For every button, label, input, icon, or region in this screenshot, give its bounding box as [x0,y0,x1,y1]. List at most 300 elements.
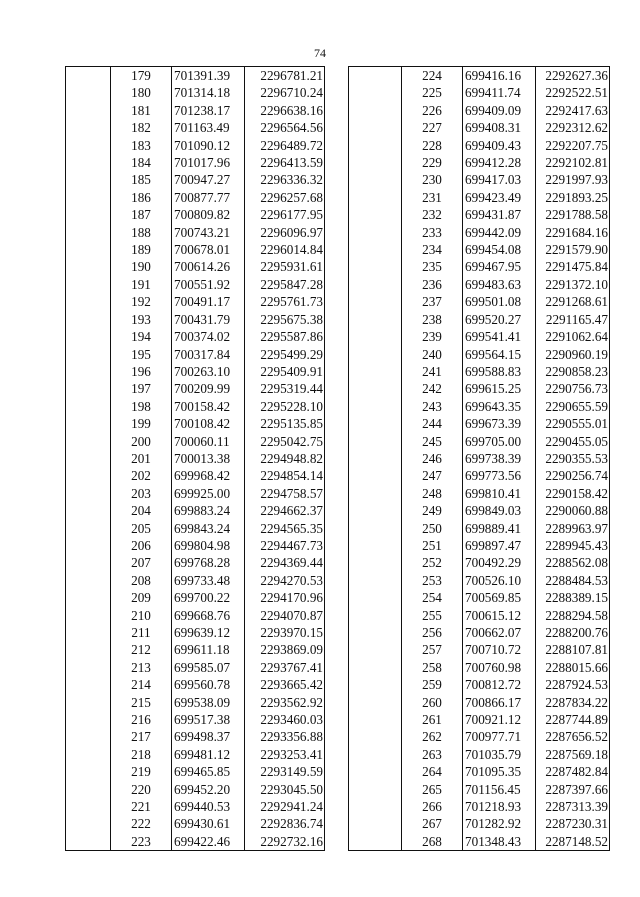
table-row [349,763,610,780]
point-number-cell: 189 [111,241,172,258]
point-number-cell: 239 [402,328,463,345]
blank-cell [349,328,402,345]
x-coordinate-cell: 701017.96 [172,154,245,171]
blank-cell [349,346,402,363]
point-number-cell: 207 [111,554,172,571]
y-coordinate-cell: 2290256.74 [536,467,610,484]
x-coordinate-cell: 700492.29 [463,554,536,571]
y-coordinate-cell: 2291684.16 [536,224,610,241]
y-coordinate-cell: 2293149.59 [245,763,325,780]
blank-cell [349,293,402,310]
x-coordinate-cell: 699897.47 [463,537,536,554]
blank-cell [349,485,402,502]
point-number-cell: 265 [402,781,463,798]
y-coordinate-cell: 2287569.18 [536,746,610,763]
point-number-cell: 230 [402,171,463,188]
point-number-cell: 236 [402,276,463,293]
point-number-cell: 268 [402,833,463,851]
y-coordinate-cell: 2293665.42 [245,676,325,693]
point-number-cell: 256 [402,624,463,641]
y-coordinate-cell: 2292732.16 [245,833,325,851]
x-coordinate-cell: 699560.78 [172,676,245,693]
point-number-cell: 195 [111,346,172,363]
y-coordinate-cell: 2295042.75 [245,433,325,450]
blank-cell [349,746,402,763]
coordinate-table-left [65,66,325,851]
y-coordinate-cell: 2292312.62 [536,119,610,136]
point-number-cell: 206 [111,537,172,554]
y-coordinate-cell: 2295499.29 [245,346,325,363]
y-coordinate-cell: 2288484.53 [536,572,610,589]
point-number-cell: 222 [111,815,172,832]
point-number-cell: 248 [402,485,463,502]
point-number-cell: 249 [402,502,463,519]
x-coordinate-cell: 699968.42 [172,467,245,484]
table-row [349,589,610,606]
x-coordinate-cell: 699925.00 [172,485,245,502]
blank-cell [349,415,402,432]
x-coordinate-cell: 699588.83 [463,363,536,380]
x-coordinate-cell: 700551.92 [172,276,245,293]
x-coordinate-cell: 699501.08 [463,293,536,310]
blank-cell [349,554,402,571]
blank-cell [66,624,111,641]
point-number-cell: 264 [402,763,463,780]
x-coordinate-cell: 700013.38 [172,450,245,467]
table-row [349,711,610,728]
table-row [66,467,325,484]
blank-cell [349,84,402,101]
table-row [66,102,325,119]
y-coordinate-cell: 2287924.53 [536,676,610,693]
table-row [349,433,610,450]
x-coordinate-cell: 701035.79 [463,746,536,763]
table-row [66,746,325,763]
y-coordinate-cell: 2296710.24 [245,84,325,101]
y-coordinate-cell: 2287656.52 [536,728,610,745]
y-coordinate-cell: 2290555.01 [536,415,610,432]
x-coordinate-cell: 700263.10 [172,363,245,380]
y-coordinate-cell: 2290960.19 [536,346,610,363]
blank-cell [66,781,111,798]
y-coordinate-cell: 2293045.50 [245,781,325,798]
table-row [66,119,325,136]
blank-cell [349,815,402,832]
blank-cell [66,520,111,537]
point-number-cell: 254 [402,589,463,606]
blank-cell [66,84,111,101]
blank-cell [349,224,402,241]
blank-cell [66,502,111,519]
y-coordinate-cell: 2293253.41 [245,746,325,763]
y-coordinate-cell: 2294369.44 [245,554,325,571]
blank-cell [66,224,111,241]
blank-cell [349,433,402,450]
table-row [66,624,325,641]
point-number-cell: 211 [111,624,172,641]
table-row [349,171,610,188]
table-row [349,415,610,432]
table-row [66,641,325,658]
y-coordinate-cell: 2291372.10 [536,276,610,293]
point-number-cell: 224 [402,67,463,85]
y-coordinate-cell: 2291062.64 [536,328,610,345]
blank-cell [66,676,111,693]
x-coordinate-cell: 699411.74 [463,84,536,101]
x-coordinate-cell: 701282.92 [463,815,536,832]
table-row [66,502,325,519]
blank-cell [349,537,402,554]
table-row [66,607,325,624]
coordinate-table-right [348,66,610,851]
x-coordinate-cell: 699849.03 [463,502,536,519]
blank-cell [349,728,402,745]
table-row [349,102,610,119]
x-coordinate-cell: 699843.24 [172,520,245,537]
table-row [349,572,610,589]
point-number-cell: 196 [111,363,172,380]
y-coordinate-cell: 2292102.81 [536,154,610,171]
x-coordinate-cell: 699538.09 [172,694,245,711]
table-row [66,189,325,206]
point-number-cell: 240 [402,346,463,363]
blank-cell [66,363,111,380]
point-number-cell: 260 [402,694,463,711]
blank-cell [349,67,402,85]
table-row [349,607,610,624]
table-row [349,119,610,136]
y-coordinate-cell: 2295675.38 [245,311,325,328]
table-row [349,241,610,258]
x-coordinate-cell: 699409.09 [463,102,536,119]
point-number-cell: 208 [111,572,172,589]
table-row [66,815,325,832]
table-row [66,293,325,310]
blank-cell [349,154,402,171]
y-coordinate-cell: 2294565.35 [245,520,325,537]
y-coordinate-cell: 2294758.57 [245,485,325,502]
x-coordinate-cell: 699768.28 [172,554,245,571]
x-coordinate-cell: 700317.84 [172,346,245,363]
table-row [349,624,610,641]
y-coordinate-cell: 2287834.22 [536,694,610,711]
x-coordinate-cell: 699564.15 [463,346,536,363]
y-coordinate-cell: 2296257.68 [245,189,325,206]
point-number-cell: 188 [111,224,172,241]
table-row [349,467,610,484]
blank-cell [66,206,111,223]
y-coordinate-cell: 2294270.53 [245,572,325,589]
point-number-cell: 245 [402,433,463,450]
blank-cell [66,746,111,763]
y-coordinate-cell: 2292836.74 [245,815,325,832]
table-row [349,293,610,310]
x-coordinate-cell: 699889.41 [463,520,536,537]
point-number-cell: 205 [111,520,172,537]
y-coordinate-cell: 2296177.95 [245,206,325,223]
table-row [349,520,610,537]
table-row [349,84,610,101]
x-coordinate-cell: 699467.95 [463,258,536,275]
table-row [349,137,610,154]
blank-cell [66,589,111,606]
y-coordinate-cell: 2288389.15 [536,589,610,606]
y-coordinate-cell: 2290355.53 [536,450,610,467]
blank-cell [349,572,402,589]
point-number-cell: 183 [111,137,172,154]
blank-cell [349,102,402,119]
y-coordinate-cell: 2288294.58 [536,607,610,624]
table-row [66,728,325,745]
table-row [66,520,325,537]
x-coordinate-cell: 700977.71 [463,728,536,745]
x-coordinate-cell: 700569.85 [463,589,536,606]
x-coordinate-cell: 700060.11 [172,433,245,450]
x-coordinate-cell: 699409.43 [463,137,536,154]
point-number-cell: 220 [111,781,172,798]
table-row [349,154,610,171]
y-coordinate-cell: 2291788.58 [536,206,610,223]
point-number-cell: 246 [402,450,463,467]
x-coordinate-cell: 700431.79 [172,311,245,328]
table-row [66,241,325,258]
point-number-cell: 194 [111,328,172,345]
x-coordinate-cell: 700209.99 [172,380,245,397]
point-number-cell: 253 [402,572,463,589]
table-row [66,206,325,223]
point-number-cell: 200 [111,433,172,450]
point-number-cell: 221 [111,798,172,815]
blank-cell [66,311,111,328]
point-number-cell: 263 [402,746,463,763]
blank-cell [349,641,402,658]
x-coordinate-cell: 699454.08 [463,241,536,258]
y-coordinate-cell: 2292627.36 [536,67,610,85]
point-number-cell: 184 [111,154,172,171]
x-coordinate-cell: 699733.48 [172,572,245,589]
x-coordinate-cell: 699452.20 [172,781,245,798]
y-coordinate-cell: 2291893.25 [536,189,610,206]
table-row [349,189,610,206]
x-coordinate-cell: 699430.61 [172,815,245,832]
point-number-cell: 257 [402,641,463,658]
table-row [66,659,325,676]
y-coordinate-cell: 2291165.47 [536,311,610,328]
y-coordinate-cell: 2293970.15 [245,624,325,641]
point-number-cell: 201 [111,450,172,467]
x-coordinate-cell: 700947.27 [172,171,245,188]
y-coordinate-cell: 2293356.88 [245,728,325,745]
y-coordinate-cell: 2296781.21 [245,67,325,85]
table-row [66,380,325,397]
y-coordinate-cell: 2295587.86 [245,328,325,345]
y-coordinate-cell: 2294467.73 [245,537,325,554]
y-coordinate-cell: 2294170.96 [245,589,325,606]
x-coordinate-cell: 699668.76 [172,607,245,624]
table-row [349,450,610,467]
x-coordinate-cell: 699615.25 [463,380,536,397]
point-number-cell: 267 [402,815,463,832]
point-number-cell: 192 [111,293,172,310]
blank-cell [66,833,111,851]
y-coordinate-cell: 2294948.82 [245,450,325,467]
x-coordinate-cell: 699465.85 [172,763,245,780]
blank-cell [349,694,402,711]
y-coordinate-cell: 2287397.66 [536,781,610,798]
x-coordinate-cell: 699431.87 [463,206,536,223]
x-coordinate-cell: 700743.21 [172,224,245,241]
blank-cell [349,467,402,484]
point-number-cell: 259 [402,676,463,693]
point-number-cell: 197 [111,380,172,397]
table-row [66,763,325,780]
x-coordinate-cell: 701163.49 [172,119,245,136]
y-coordinate-cell: 2288562.08 [536,554,610,571]
x-coordinate-cell: 700108.42 [172,415,245,432]
blank-cell [66,241,111,258]
x-coordinate-cell: 699517.38 [172,711,245,728]
y-coordinate-cell: 2291997.93 [536,171,610,188]
x-coordinate-cell: 699700.22 [172,589,245,606]
y-coordinate-cell: 2292417.63 [536,102,610,119]
x-coordinate-cell: 700614.26 [172,258,245,275]
x-coordinate-cell: 700526.10 [463,572,536,589]
point-number-cell: 241 [402,363,463,380]
blank-cell [66,380,111,397]
table-row [349,206,610,223]
y-coordinate-cell: 2296638.16 [245,102,325,119]
blank-cell [66,189,111,206]
point-number-cell: 227 [402,119,463,136]
point-number-cell: 234 [402,241,463,258]
x-coordinate-cell: 700615.12 [463,607,536,624]
y-coordinate-cell: 2289963.97 [536,520,610,537]
x-coordinate-cell: 699423.49 [463,189,536,206]
table-row [66,224,325,241]
y-coordinate-cell: 2295409.91 [245,363,325,380]
x-coordinate-cell: 701348.43 [463,833,536,851]
x-coordinate-cell: 699643.35 [463,398,536,415]
table-row [349,485,610,502]
y-coordinate-cell: 2292207.75 [536,137,610,154]
y-coordinate-cell: 2295228.10 [245,398,325,415]
point-number-cell: 219 [111,763,172,780]
x-coordinate-cell: 700491.17 [172,293,245,310]
blank-cell [349,206,402,223]
blank-cell [349,258,402,275]
blank-cell [349,624,402,641]
table-row [349,833,610,851]
x-coordinate-cell: 699541.41 [463,328,536,345]
x-coordinate-cell: 701314.18 [172,84,245,101]
y-coordinate-cell: 2294662.37 [245,502,325,519]
y-coordinate-cell: 2293562.92 [245,694,325,711]
y-coordinate-cell: 2287148.52 [536,833,610,851]
point-number-cell: 237 [402,293,463,310]
x-coordinate-cell: 701090.12 [172,137,245,154]
point-number-cell: 209 [111,589,172,606]
y-coordinate-cell: 2295135.85 [245,415,325,432]
blank-cell [66,293,111,310]
x-coordinate-cell: 699773.56 [463,467,536,484]
blank-cell [66,607,111,624]
table-row [349,224,610,241]
table-row [66,137,325,154]
point-number-cell: 229 [402,154,463,171]
x-coordinate-cell: 699442.09 [463,224,536,241]
table-row [349,363,610,380]
blank-cell [66,415,111,432]
point-number-cell: 180 [111,84,172,101]
blank-cell [66,450,111,467]
x-coordinate-cell: 700921.12 [463,711,536,728]
point-number-cell: 210 [111,607,172,624]
blank-cell [66,276,111,293]
blank-cell [66,485,111,502]
blank-cell [66,641,111,658]
blank-cell [66,815,111,832]
point-number-cell: 226 [402,102,463,119]
y-coordinate-cell: 2294854.14 [245,467,325,484]
blank-cell [349,502,402,519]
point-number-cell: 243 [402,398,463,415]
y-coordinate-cell: 2287313.39 [536,798,610,815]
table-row [66,676,325,693]
y-coordinate-cell: 2295847.28 [245,276,325,293]
coordinate-table-right-body [349,67,610,851]
blank-cell [349,589,402,606]
blank-cell [66,346,111,363]
table-row [349,67,610,85]
blank-cell [66,798,111,815]
blank-cell [349,241,402,258]
blank-cell [66,572,111,589]
table-row [349,328,610,345]
table-row [66,346,325,363]
blank-cell [349,833,402,851]
table-row [66,833,325,851]
point-number-cell: 252 [402,554,463,571]
x-coordinate-cell: 699481.12 [172,746,245,763]
blank-cell [66,763,111,780]
blank-cell [349,119,402,136]
point-number-cell: 193 [111,311,172,328]
table-row [349,676,610,693]
table-row [66,171,325,188]
x-coordinate-cell: 700809.82 [172,206,245,223]
point-number-cell: 202 [111,467,172,484]
table-row [66,311,325,328]
y-coordinate-cell: 2293460.03 [245,711,325,728]
point-number-cell: 215 [111,694,172,711]
table-row [66,363,325,380]
table-row [66,711,325,728]
x-coordinate-cell: 699810.41 [463,485,536,502]
blank-cell [66,467,111,484]
point-number-cell: 191 [111,276,172,293]
x-coordinate-cell: 699416.16 [463,67,536,85]
x-coordinate-cell: 699483.63 [463,276,536,293]
blank-cell [66,537,111,554]
blank-cell [349,398,402,415]
x-coordinate-cell: 699408.31 [463,119,536,136]
blank-cell [349,311,402,328]
y-coordinate-cell: 2296014.84 [245,241,325,258]
blank-cell [66,154,111,171]
y-coordinate-cell: 2292941.24 [245,798,325,815]
x-coordinate-cell: 700374.02 [172,328,245,345]
table-row [66,415,325,432]
